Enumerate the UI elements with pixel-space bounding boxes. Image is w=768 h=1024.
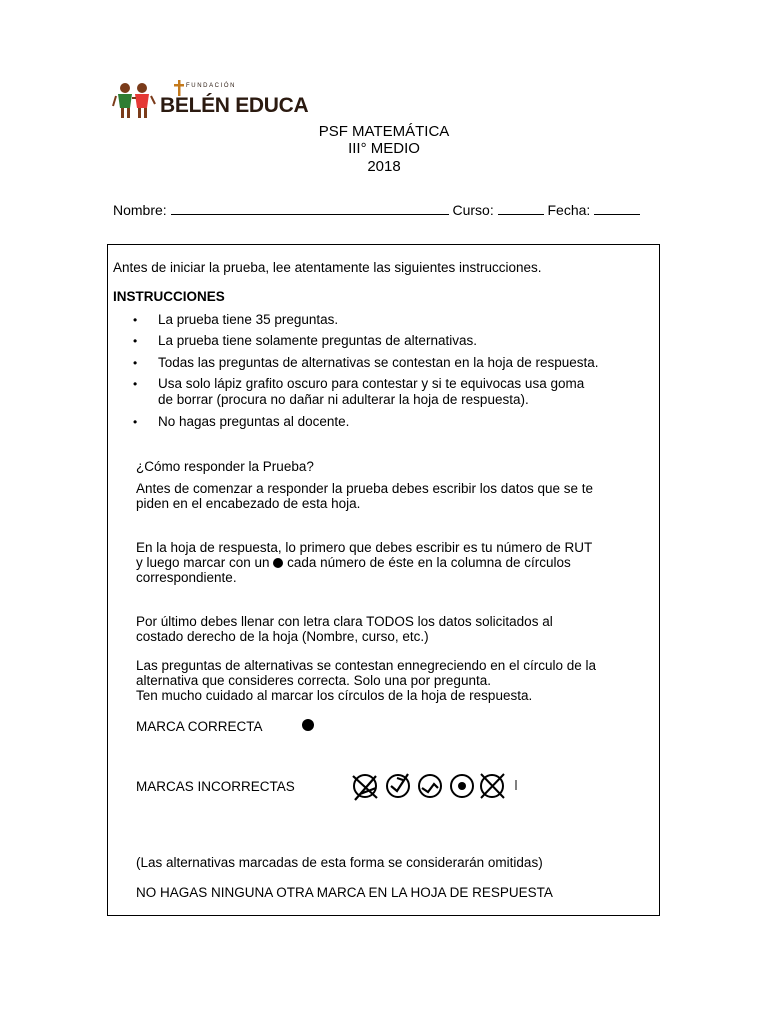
list-item: Todas las preguntas de alternativas se contestan en la hoja de respuesta.	[158, 355, 599, 370]
course-level: III° MEDIO	[348, 140, 420, 157]
paragraph-line: piden en el encabezado de esta hoja.	[136, 496, 361, 511]
paragraph-line: Ten mucho cuidado al marcar los círculos de la hoja de respuesta.	[136, 688, 533, 703]
student-info-line	[113, 202, 640, 218]
paragraph-fragment: cada número de éste en la columna de círculos	[287, 555, 571, 570]
paragraph-line: correspondiente.	[136, 570, 237, 585]
como-responder-title: ¿Cómo responder la Prueba?	[136, 459, 314, 474]
bullet-icon: •	[133, 377, 138, 391]
filled-circle-icon	[273, 558, 283, 568]
logo-fundacion-text: FUNDACIÓN	[186, 83, 237, 89]
nombre-label: Nombre:	[113, 202, 167, 218]
paragraph-line: Las preguntas de alternativas se contestan ennegreciendo en el círculo de la	[136, 658, 597, 673]
bullet-icon: •	[133, 313, 138, 327]
curso-label: Curso:	[452, 202, 494, 218]
bullet-icon: •	[133, 356, 138, 370]
list-item: La prueba tiene solamente preguntas de alternativas.	[158, 333, 477, 348]
bullet-icon: •	[133, 415, 138, 429]
bullet-icon: •	[133, 334, 138, 348]
belen-educa-logo	[112, 80, 309, 122]
fecha-blank[interactable]	[594, 202, 640, 215]
intro-text: Antes de iniciar la prueba, lee atentamente las siguientes instrucciones.	[113, 260, 542, 275]
year: 2018	[367, 158, 401, 175]
list-item: No hagas preguntas al docente.	[158, 414, 350, 429]
final-warning: NO HAGAS NINGUNA OTRA MARCA EN LA HOJA DE RESPUESTA	[136, 885, 553, 900]
paragraph-line: Por último debes llenar con letra clara TODOS los datos solicitados al	[136, 614, 553, 629]
fecha-label: Fecha:	[547, 202, 591, 218]
instructions-heading: INSTRUCCIONES	[113, 289, 225, 304]
paragraph-line: costado derecho de la hoja (Nombre, curso, etc.)	[136, 629, 429, 644]
correct-mark-icon	[302, 719, 314, 731]
incorrect-marks-icon	[350, 770, 520, 804]
marca-correcta-label: MARCA CORRECTA	[136, 719, 263, 734]
paragraph-line-with-dot	[136, 555, 571, 571]
children-logo-icon	[112, 80, 160, 122]
paragraph-line: Antes de comenzar a responder la prueba debes escribir los datos que se te	[136, 481, 594, 496]
list-item: Usa solo lápiz grafito oscuro para contestar y si te equivocas usa goma	[158, 376, 585, 391]
list-item: La prueba tiene 35 preguntas.	[158, 312, 339, 327]
marcas-incorrectas-label: MARCAS INCORRECTAS	[136, 779, 295, 794]
paragraph-line: alternativa que consideres correcta. Solo una por pregunta.	[136, 673, 491, 688]
omitidas-note: (Las alternativas marcadas de esta forma se considerarán omitidas)	[136, 855, 543, 870]
paragraph-fragment: y luego marcar con un	[136, 555, 270, 570]
nombre-blank[interactable]	[171, 202, 449, 215]
curso-blank[interactable]	[498, 202, 544, 215]
page-title: PSF MATEMÁTICA	[318, 123, 450, 140]
list-item-continued: de borrar (procura no dañar ni adulterar la hoja de respuesta).	[158, 392, 529, 407]
logo-name-text: BELÉN EDUCA	[160, 94, 309, 117]
paragraph-line: En la hoja de respuesta, lo primero que debes escribir es tu número de RUT	[136, 540, 593, 555]
